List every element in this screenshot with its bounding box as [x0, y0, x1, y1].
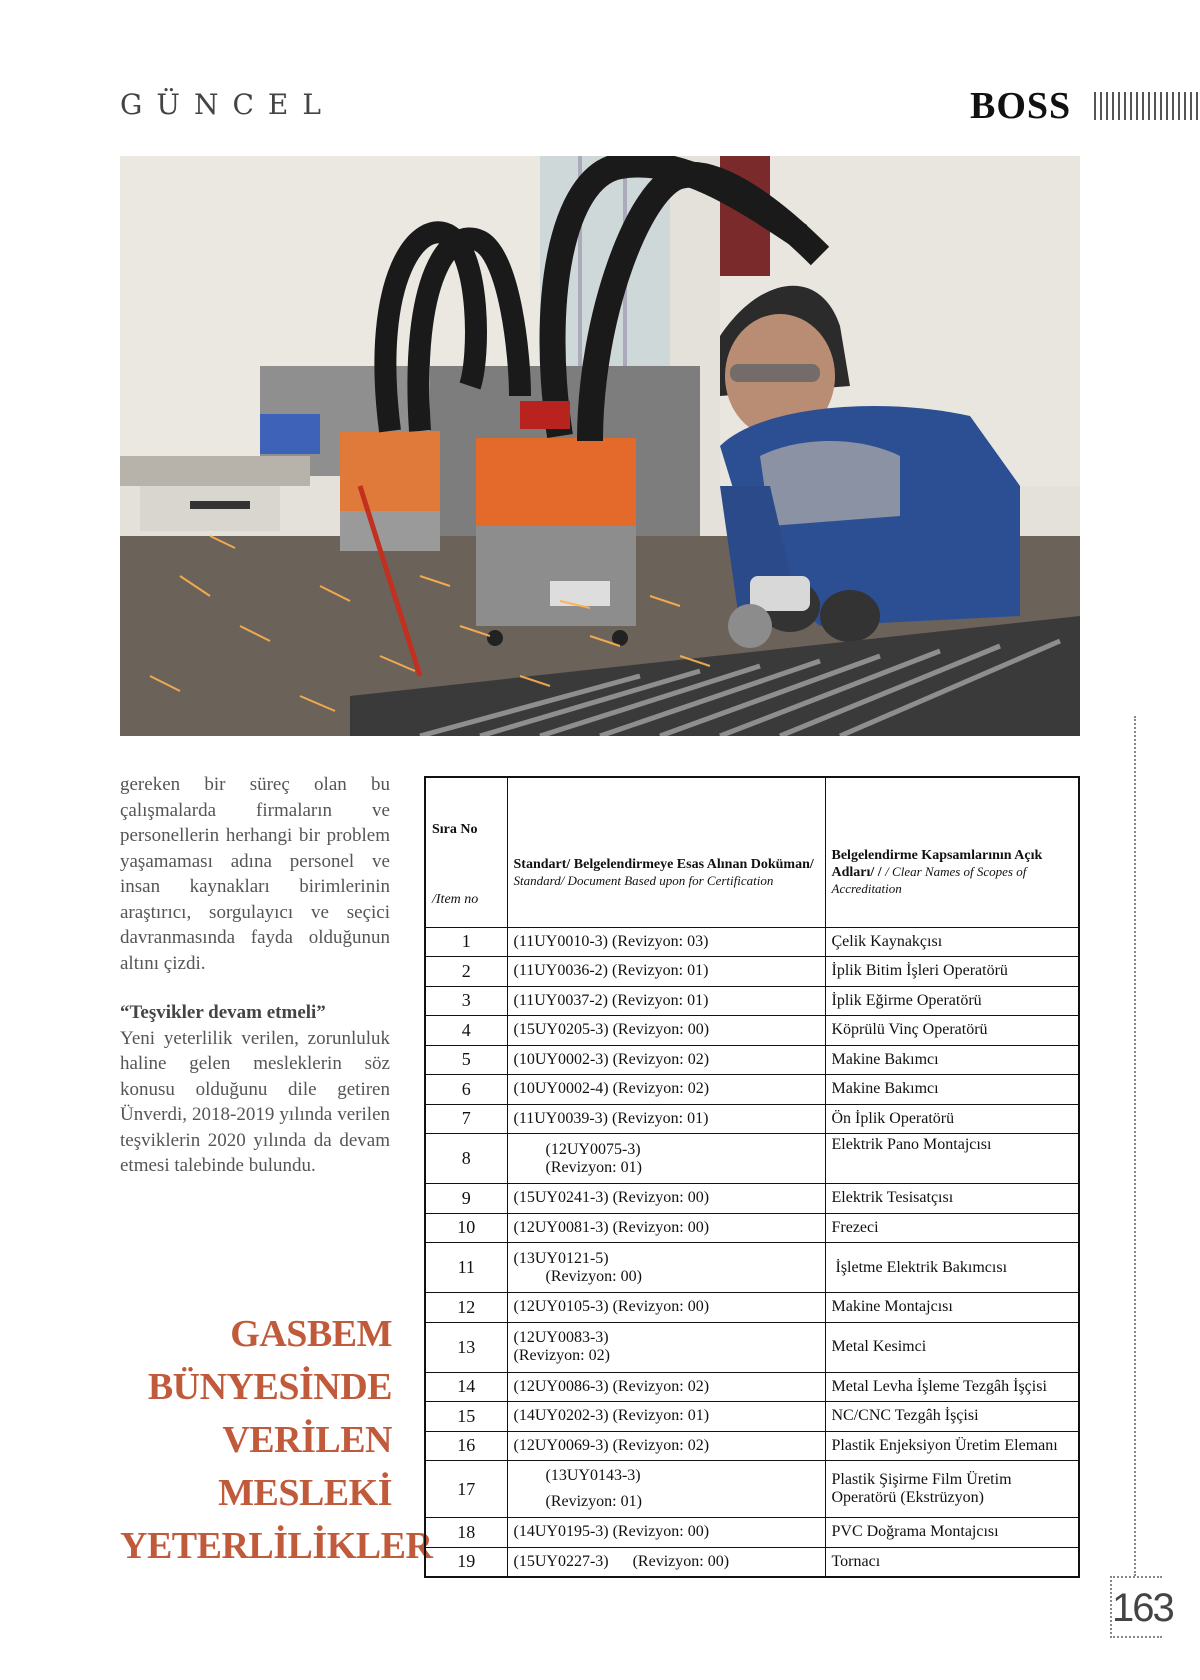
brand-bars-decoration [1094, 92, 1200, 120]
header-item-no-en: /Item no [432, 892, 479, 907]
row-document: (11UY0010-3) (Revizyon: 03) [507, 927, 825, 957]
row-scope-name: Makine Bakımcı [825, 1075, 1079, 1105]
table-row [425, 1075, 1079, 1105]
brand-logo: BOSS [970, 85, 1072, 127]
row-number: 12 [425, 1293, 507, 1323]
row-scope-name [825, 1461, 1079, 1518]
row-document: (14UY0202-3) (Revizyon: 01) [507, 1402, 825, 1432]
row-document-code: (13UY0121-5) [513, 1249, 609, 1267]
table-row [425, 957, 1079, 987]
row-number: 14 [425, 1372, 507, 1402]
table-row [425, 1372, 1079, 1402]
header-standard-en: Standard/ Document Based upon for Certification [513, 872, 774, 888]
header-item-no-tr: Sıra No [432, 822, 478, 837]
header-scope-names [825, 777, 1079, 927]
callout-line: GASBEM [230, 1313, 392, 1355]
row-document-code: (15UY0227-3) [513, 1552, 609, 1570]
table-header-row [425, 777, 1079, 927]
table-row [425, 1518, 1079, 1548]
article-subheading: “Teşvikler devam etmeli” [120, 1002, 326, 1023]
row-scope-name: Tornacı [825, 1547, 1079, 1577]
row-document: (15UY0205-3) (Revizyon: 00) [507, 1016, 825, 1046]
callout-line: YETERLİLİKLER [120, 1525, 433, 1567]
row-number: 10 [425, 1213, 507, 1243]
row-scope-name: NC/CNC Tezgâh İşçisi [825, 1402, 1079, 1432]
row-document: (11UY0039-3) (Revizyon: 01) [507, 1104, 825, 1134]
row-document: (12UY0105-3) (Revizyon: 00) [507, 1293, 825, 1323]
row-scope-name: Metal Levha İşleme Tezgâh İşçisi [825, 1372, 1079, 1402]
row-document: (15UY0241-3) (Revizyon: 00) [507, 1184, 825, 1214]
table-row [425, 1134, 1079, 1184]
row-document-code: (13UY0143-3) [545, 1467, 641, 1484]
row-number: 1 [425, 927, 507, 957]
qualifications-table [424, 776, 1080, 1578]
row-document [507, 1134, 825, 1184]
row-scope-name: Ön İplik Operatörü [825, 1104, 1079, 1134]
row-scope-name: Köprülü Vinç Operatörü [825, 1016, 1079, 1046]
row-scope-name: Elektrik Tesisatçısı [825, 1184, 1079, 1214]
article-paragraph-2: Yeni yeterlilik verilen, zorunluluk haline gelen mesleklerin söz konusu olduğunu dile getiren Ünverdi, 2018-2019 yılında verilen teşviklerin 2020 yılında da devam etmesi talebinde bulundu. [120, 1027, 390, 1176]
row-number: 8 [425, 1134, 507, 1184]
callout-line: BÜNYESİNDE [147, 1366, 392, 1408]
row-document: (12UY0069-3) (Revizyon: 02) [507, 1431, 825, 1461]
row-number: 3 [425, 986, 507, 1016]
row-scope-name-line: Plastik Şişirme Film Üretim [831, 1471, 1012, 1488]
row-document-revision: (Revizyon: 01) [545, 1493, 642, 1510]
row-document-revision: (Revizyon: 00) [632, 1552, 730, 1570]
table-row [425, 1402, 1079, 1432]
article-body [120, 772, 390, 1179]
row-number: 17 [425, 1461, 507, 1518]
row-document: (10UY0002-3) (Revizyon: 02) [507, 1045, 825, 1075]
header-scope-en: / Clear Names of Scopes of Accreditation [831, 864, 1027, 897]
table-row [425, 1016, 1079, 1046]
row-scope-name-line: Operatörü (Ekstrüzyon) [831, 1489, 984, 1506]
row-number: 7 [425, 1104, 507, 1134]
table-row [425, 1243, 1079, 1293]
header-item-no [425, 777, 507, 927]
row-scope-name: Metal Kesimci [825, 1322, 1079, 1372]
row-document [507, 1547, 825, 1577]
row-scope-name: Elektrik Pano Montajcısı [825, 1134, 1079, 1184]
row-document: (14UY0195-3) (Revizyon: 00) [507, 1518, 825, 1548]
row-number: 2 [425, 957, 507, 987]
table-row [425, 1461, 1079, 1518]
row-document: (10UY0002-4) (Revizyon: 02) [507, 1075, 825, 1105]
row-document: (11UY0036-2) (Revizyon: 01) [507, 957, 825, 987]
row-number: 4 [425, 1016, 507, 1046]
table-row [425, 1431, 1079, 1461]
row-document [507, 1322, 825, 1372]
table-row [425, 1104, 1079, 1134]
row-scope-name: Çelik Kaynakçısı [825, 927, 1079, 957]
row-scope-name: Plastik Enjeksiyon Üretim Elemanı [825, 1431, 1079, 1461]
row-scope-name: Makine Montajcısı [825, 1293, 1079, 1323]
table-row [425, 1213, 1079, 1243]
row-scope-name: İplik Bitim İşleri Operatörü [825, 957, 1079, 987]
table-row [425, 1184, 1079, 1214]
header-standard-document [507, 777, 825, 927]
callout-title [120, 1308, 433, 1573]
article-paragraph-1: gereken bir süreç olan bu çalışmalarda firmaların ve personellerin herhangi bir problem yaşamaması adına personel ve insan kaynakları birimlerinin araştırıcı, sorgulayıcı ve seçici davranmasında fayda olduğunun altını çizdi. [120, 774, 390, 974]
row-document: (12UY0086-3) (Revizyon: 02) [507, 1372, 825, 1402]
row-scope-name: İplik Eğirme Operatörü [825, 986, 1079, 1016]
row-number: 18 [425, 1518, 507, 1548]
table-row [425, 1547, 1079, 1577]
row-document [507, 1461, 825, 1518]
row-number: 13 [425, 1322, 507, 1372]
callout-line: MESLEKİ [218, 1472, 392, 1514]
row-document [507, 1243, 825, 1293]
page-number: 163 [1112, 1586, 1173, 1630]
section-label: GÜNCEL [120, 88, 335, 121]
row-document-revision: (Revizyon: 02) [513, 1347, 610, 1364]
row-number: 5 [425, 1045, 507, 1075]
row-scope-name: İşletme Elektrik Bakımcısı [825, 1243, 1079, 1293]
row-number: 6 [425, 1075, 507, 1105]
row-document: (12UY0081-3) (Revizyon: 00) [507, 1213, 825, 1243]
table-row [425, 1045, 1079, 1075]
row-scope-name: PVC Doğrama Montajcısı [825, 1518, 1079, 1548]
row-document-revision: (Revizyon: 00) [545, 1267, 642, 1285]
row-document: (11UY0037-2) (Revizyon: 01) [507, 986, 825, 1016]
callout-line: VERİLEN [222, 1419, 392, 1461]
table-row [425, 1322, 1079, 1372]
row-number: 16 [425, 1431, 507, 1461]
row-number: 9 [425, 1184, 507, 1214]
row-scope-name: Makine Bakımcı [825, 1045, 1079, 1075]
table-row [425, 1293, 1079, 1323]
row-number: 15 [425, 1402, 507, 1432]
header-scope-tr: Belgelendirme Kapsamlarının Açık Adları/ / [831, 848, 1043, 881]
row-number: 11 [425, 1243, 507, 1293]
row-document-code: (12UY0083-3) [513, 1329, 609, 1346]
row-document-revision: (Revizyon: 01) [545, 1158, 642, 1176]
table-row [425, 986, 1079, 1016]
table-row [425, 927, 1079, 957]
header-standard-tr: Standart/ Belgelendirmeye Esas Alınan Doküman/ [513, 856, 814, 872]
row-document-code: (12UY0075-3) [545, 1140, 641, 1158]
welding-workshop-photo [120, 156, 1080, 736]
row-number: 19 [425, 1547, 507, 1577]
margin-dotted-rule [1134, 716, 1136, 1576]
row-scope-name: Frezeci [825, 1213, 1079, 1243]
